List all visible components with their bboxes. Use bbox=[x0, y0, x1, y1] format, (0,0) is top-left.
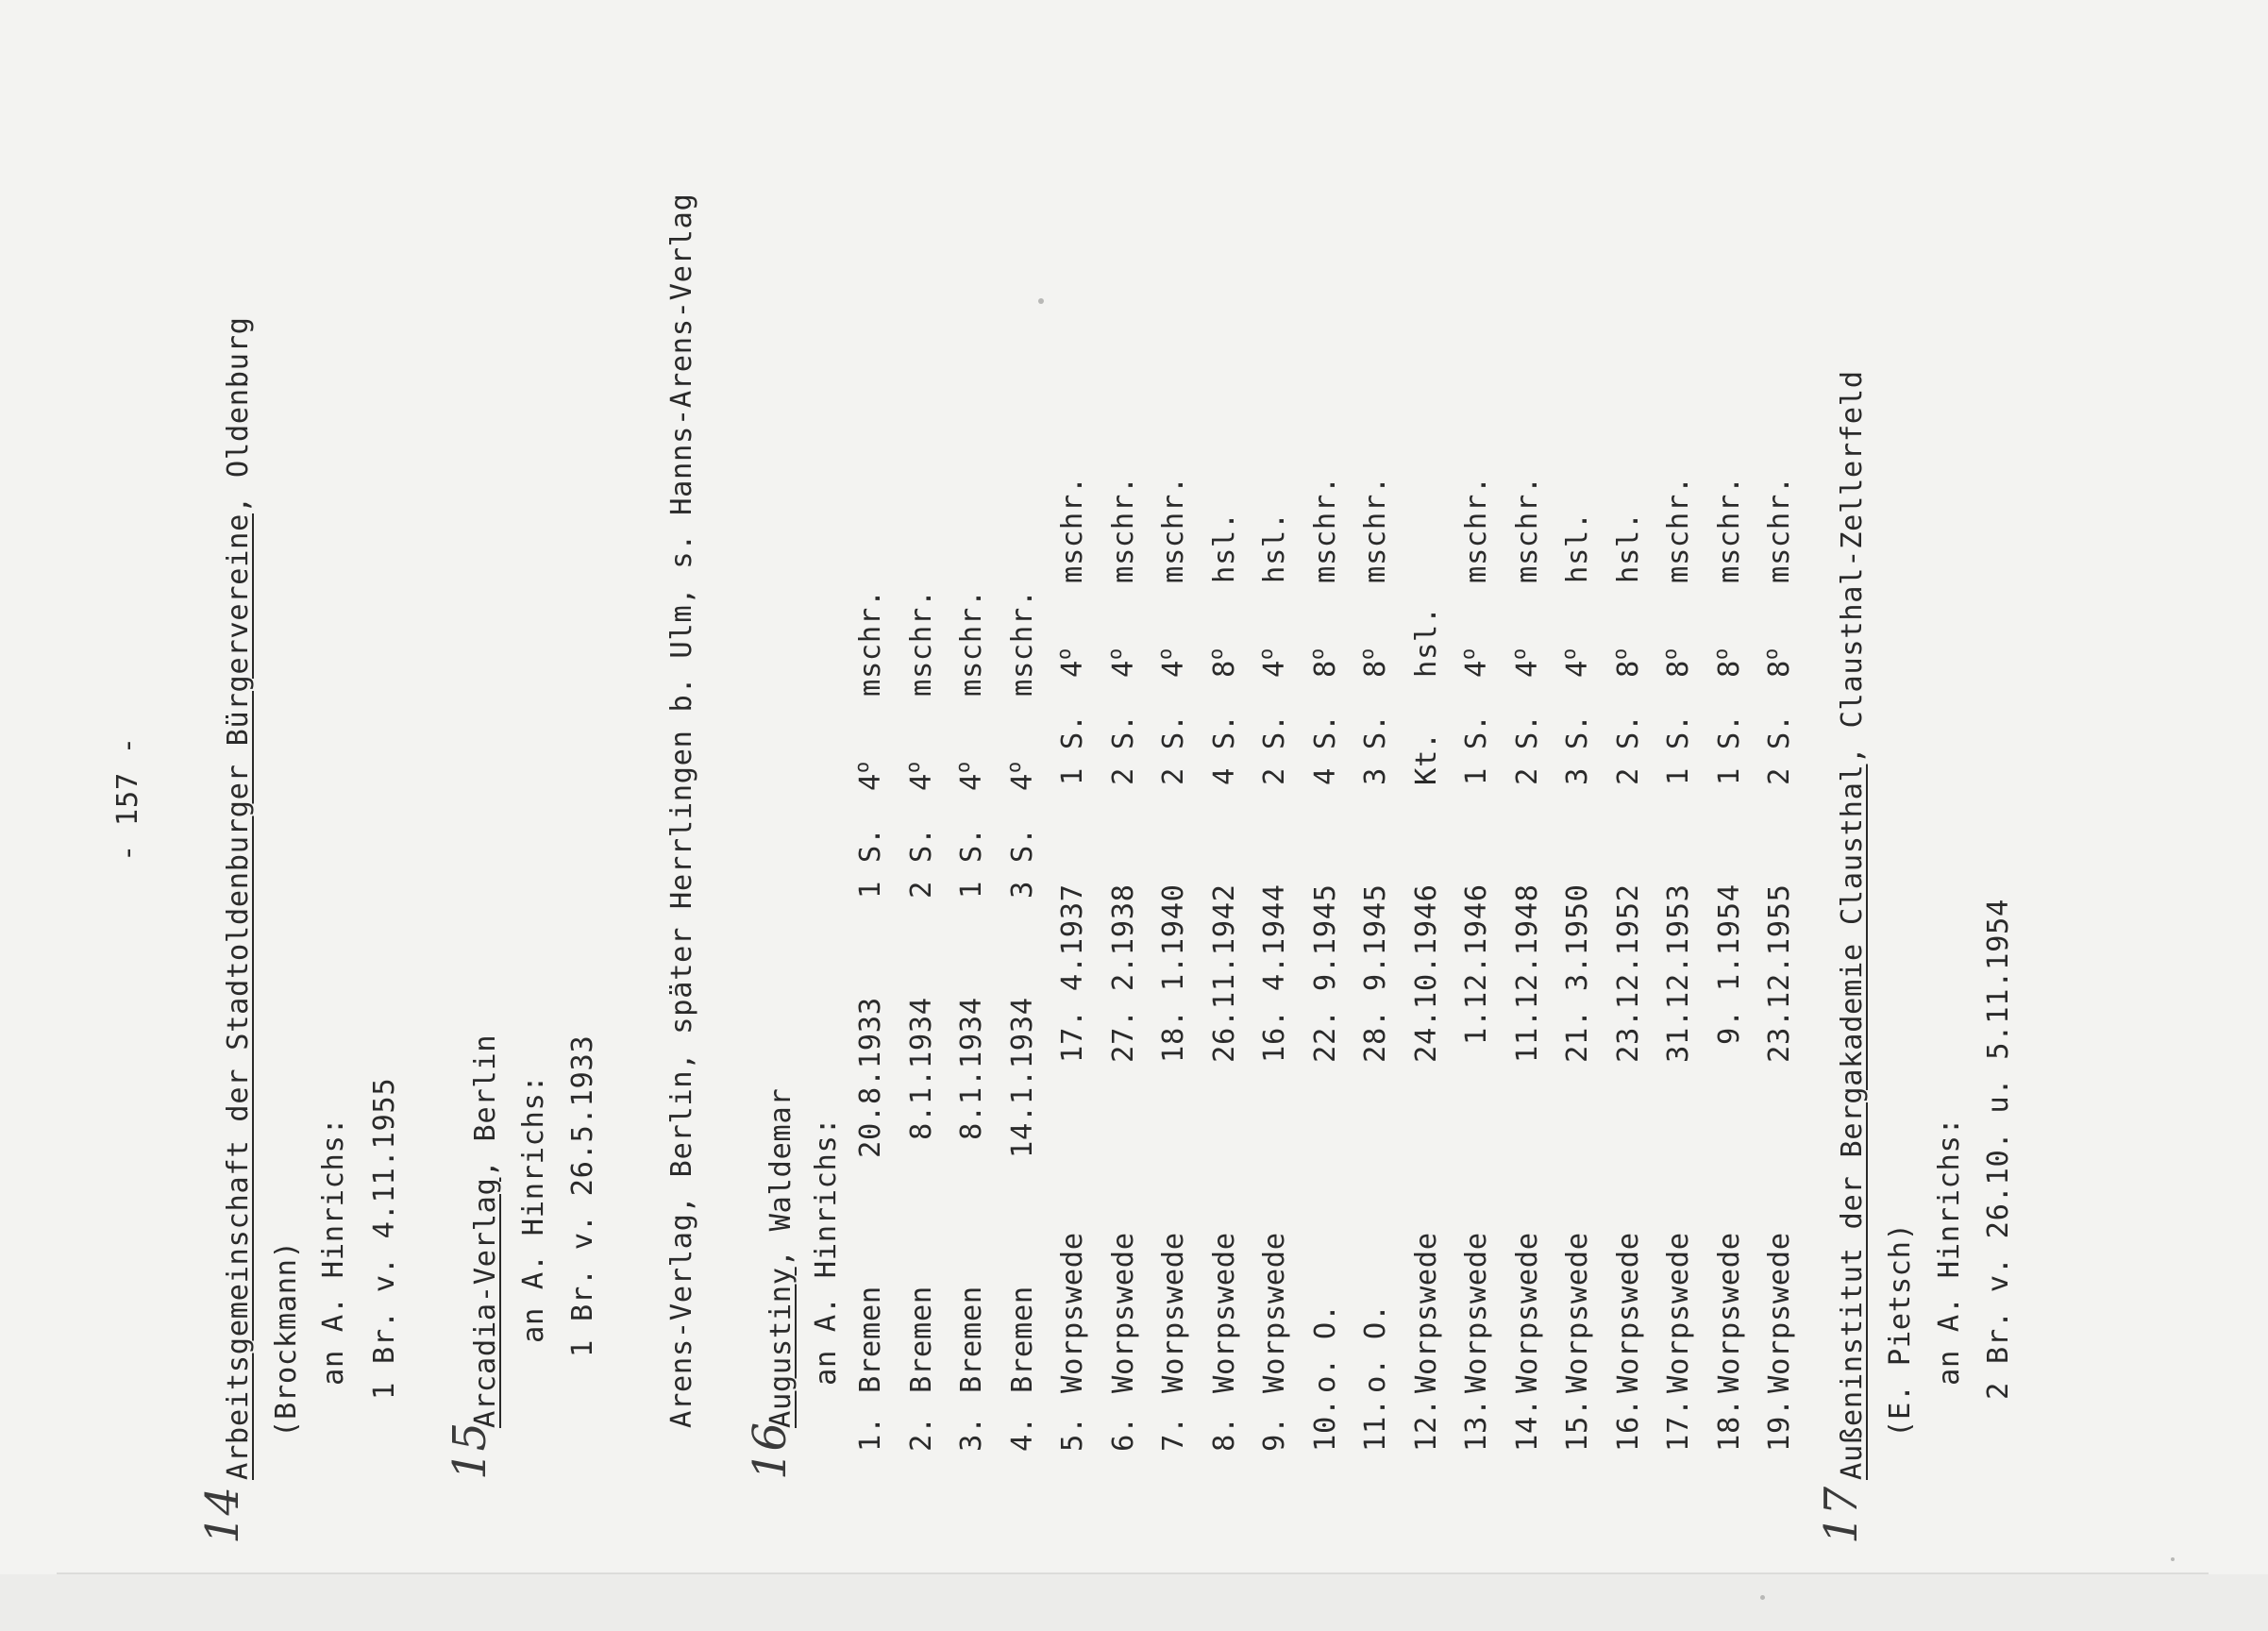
format-number: 8 bbox=[1207, 660, 1241, 678]
entry-17-subline: (E. Pietsch) bbox=[1884, 1222, 1917, 1438]
entry-16-recipient: an A. Hinrichs: bbox=[810, 1117, 843, 1386]
row-format bbox=[1102, 647, 1143, 678]
row-format bbox=[1658, 647, 1698, 678]
degree-mark: o bbox=[1102, 647, 1126, 661]
row-pages: 3 S. bbox=[1561, 714, 1594, 785]
format-number: 4 bbox=[1056, 660, 1089, 678]
row-number: 15. bbox=[1561, 1398, 1594, 1452]
row-type: mschr. bbox=[1056, 476, 1089, 583]
row-type: mschr. bbox=[1359, 476, 1392, 583]
row-date: 22. 9.1945 bbox=[1308, 883, 1342, 1063]
row-format bbox=[850, 761, 890, 791]
row-pages: 2 S. bbox=[1157, 714, 1190, 785]
degree-mark: o bbox=[1355, 647, 1378, 661]
format-number: 4 bbox=[1106, 660, 1140, 678]
row-number: 2. bbox=[904, 1416, 938, 1452]
row-place: Bremen bbox=[904, 1286, 938, 1393]
entry-17-name: Außeninstitut der Bergakademie Clausthal bbox=[1836, 764, 1869, 1480]
row-pages: 1 S. bbox=[1056, 714, 1089, 785]
row-place: Worpswede bbox=[1611, 1232, 1645, 1393]
row-number: 18. bbox=[1712, 1398, 1746, 1452]
row-type: mschr. bbox=[1662, 476, 1695, 583]
row-pages: 1 S. bbox=[854, 827, 887, 899]
degree-mark: o bbox=[1052, 647, 1075, 661]
degree-mark: o bbox=[1506, 647, 1530, 661]
row-place: o. O. bbox=[1359, 1303, 1392, 1393]
degree-mark: o bbox=[951, 761, 974, 774]
row-place: Worpswede bbox=[1207, 1232, 1241, 1393]
row-number: 13. bbox=[1460, 1398, 1493, 1452]
entry-15-place: , Berlin bbox=[469, 1034, 502, 1178]
row-type: mschr. bbox=[1157, 476, 1190, 583]
format-number: 4 bbox=[1157, 660, 1190, 678]
entry-14-place: , Oldenburg bbox=[222, 316, 255, 514]
format-number: 8 bbox=[1359, 660, 1392, 678]
degree-mark: o bbox=[1001, 761, 1025, 774]
row-number: 6. bbox=[1106, 1416, 1140, 1452]
row-type: hsl. bbox=[1258, 512, 1291, 583]
entry-17-recipient: an A. Hinrichs: bbox=[1933, 1117, 1966, 1386]
row-format bbox=[1759, 647, 1799, 678]
entry-14-recipient: an A. Hinrichs: bbox=[317, 1117, 350, 1386]
row-number: 17. bbox=[1662, 1398, 1695, 1452]
row-format bbox=[1708, 647, 1749, 678]
row-date: 28. 9.1945 bbox=[1359, 883, 1392, 1063]
row-place: Worpswede bbox=[1409, 1232, 1443, 1393]
row-place: Worpswede bbox=[1662, 1232, 1695, 1393]
row-place: Worpswede bbox=[1510, 1232, 1544, 1393]
row-number: 14. bbox=[1510, 1398, 1544, 1452]
row-format bbox=[1254, 647, 1294, 678]
row-pages: 1 S. bbox=[955, 827, 988, 899]
row-pages: 1 S. bbox=[1662, 714, 1695, 785]
row-place: Worpswede bbox=[1561, 1232, 1594, 1393]
entry-15-recipient: an A. Hinrichs: bbox=[517, 1074, 550, 1343]
row-pages: 4 S. bbox=[1308, 714, 1342, 785]
format-number: 4 bbox=[904, 773, 938, 791]
entry-15-letters: 1 Br. v. 26.5.1933 bbox=[566, 1034, 599, 1357]
row-format bbox=[1052, 647, 1092, 678]
row-date: 31.12.1953 bbox=[1662, 883, 1695, 1063]
row-format bbox=[1001, 761, 1042, 791]
format-number: 4 bbox=[854, 773, 887, 791]
row-pages: 3 S. bbox=[1005, 827, 1039, 899]
row-type: hsl. bbox=[1207, 512, 1241, 583]
row-pages: 3 S. bbox=[1359, 714, 1392, 785]
format-number: 8 bbox=[1763, 660, 1796, 678]
format-number: 4 bbox=[1510, 660, 1544, 678]
row-type: mschr. bbox=[1510, 476, 1544, 583]
degree-mark: o bbox=[900, 761, 924, 774]
entry-15-name: Arcadia-Verlag bbox=[469, 1177, 502, 1428]
handwritten-marker-14: 14 bbox=[196, 1486, 249, 1544]
row-format bbox=[1506, 647, 1547, 678]
handwritten-marker-16: 16 bbox=[744, 1421, 797, 1480]
format-number: 8 bbox=[1662, 660, 1695, 678]
row-date: 8.1.1934 bbox=[955, 997, 988, 1140]
row-date: 24.10.1946 bbox=[1409, 883, 1443, 1063]
row-format bbox=[951, 761, 991, 791]
row-date: 17. 4.1937 bbox=[1056, 883, 1089, 1063]
row-type: mschr. bbox=[1763, 476, 1796, 583]
row-place: Worpswede bbox=[1056, 1232, 1089, 1393]
row-date: 9. 1.1954 bbox=[1712, 883, 1746, 1045]
row-number: 16. bbox=[1611, 1398, 1645, 1452]
row-type: mschr. bbox=[1106, 476, 1140, 583]
degree-mark: o bbox=[1203, 647, 1227, 661]
row-place: Worpswede bbox=[1106, 1232, 1140, 1393]
row-pages: 2 S. bbox=[1510, 714, 1544, 785]
format-number: 4 bbox=[955, 773, 988, 791]
row-format bbox=[1355, 647, 1395, 678]
row-date: 16. 4.1944 bbox=[1258, 883, 1291, 1063]
row-date: 18. 1.1940 bbox=[1157, 883, 1190, 1063]
degree-mark: o bbox=[1304, 647, 1328, 661]
row-place: Bremen bbox=[854, 1286, 887, 1393]
row-date: 20.8.1933 bbox=[854, 997, 887, 1158]
row-pages: 4 S. bbox=[1207, 714, 1241, 785]
row-format bbox=[1456, 647, 1496, 678]
format-number: 4 bbox=[1561, 660, 1594, 678]
entry-14-name: Arbeitsgemeinschaft der Stadtoldenburger Bürgervereine bbox=[222, 513, 255, 1480]
format-number: 8 bbox=[1308, 660, 1342, 678]
row-number: 4. bbox=[1005, 1416, 1039, 1452]
handwritten-marker-17: 17 bbox=[1815, 1486, 1868, 1544]
handwritten-marker-15: 15 bbox=[444, 1421, 496, 1480]
row-date: 14.1.1934 bbox=[1005, 997, 1039, 1158]
entry-17-letters: 2 Br. v. 26.10. u. 5.11.1954 bbox=[1982, 899, 2015, 1400]
row-date: 26.11.1942 bbox=[1207, 883, 1241, 1063]
degree-mark: o bbox=[850, 761, 873, 774]
row-type: hsl. bbox=[1561, 512, 1594, 583]
row-date: 1.12.1946 bbox=[1460, 883, 1493, 1045]
row-number: 12. bbox=[1409, 1398, 1443, 1452]
row-number: 11. bbox=[1359, 1398, 1392, 1452]
row-type: mschr. bbox=[904, 589, 938, 697]
row-pages: Kt. bbox=[1409, 731, 1443, 785]
row-pages: 2 S. bbox=[904, 827, 938, 899]
row-type: mschr. bbox=[1005, 589, 1039, 697]
degree-mark: o bbox=[1456, 647, 1479, 661]
entry-14-heading bbox=[222, 316, 256, 1480]
row-date: 8.1.1934 bbox=[904, 997, 938, 1140]
degree-mark: o bbox=[1254, 647, 1277, 661]
cross-reference: Arens-Verlag, Berlin, später Herrlingen b. Ulm, s. Hanns-Arens-Verlag bbox=[665, 193, 698, 1428]
row-type: hsl. bbox=[1409, 606, 1443, 678]
entry-16-name: Augustiny bbox=[764, 1267, 798, 1428]
format-number: 4 bbox=[1258, 660, 1291, 678]
row-place: o. O. bbox=[1308, 1303, 1342, 1393]
format-number: 8 bbox=[1712, 660, 1746, 678]
row-number: 10. bbox=[1308, 1398, 1342, 1452]
row-pages: 2 S. bbox=[1258, 714, 1291, 785]
row-pages: 2 S. bbox=[1763, 714, 1796, 785]
entry-14-letters: 1 Br. v. 4.11.1955 bbox=[368, 1077, 401, 1400]
row-format bbox=[1557, 647, 1597, 678]
row-place: Bremen bbox=[1005, 1286, 1039, 1393]
format-number: 4 bbox=[1460, 660, 1493, 678]
row-number: 9. bbox=[1258, 1416, 1291, 1452]
degree-mark: o bbox=[1557, 647, 1580, 661]
row-type: mschr. bbox=[955, 589, 988, 697]
entry-14-subline: (Brockmann) bbox=[270, 1240, 303, 1438]
row-place: Worpswede bbox=[1712, 1232, 1746, 1393]
row-type: mschr. bbox=[1308, 476, 1342, 583]
row-date: 21. 3.1950 bbox=[1561, 883, 1594, 1063]
row-type: mschr. bbox=[1460, 476, 1493, 583]
row-number: 5. bbox=[1056, 1416, 1089, 1452]
row-date: 23.12.1955 bbox=[1763, 883, 1796, 1063]
row-pages: 1 S. bbox=[1712, 714, 1746, 785]
row-type: mschr. bbox=[1712, 476, 1746, 583]
row-place: Worpswede bbox=[1258, 1232, 1291, 1393]
row-date: 11.12.1948 bbox=[1510, 883, 1544, 1063]
row-format bbox=[900, 761, 941, 791]
row-number: 1. bbox=[854, 1416, 887, 1452]
row-date: 23.12.1952 bbox=[1611, 883, 1645, 1063]
row-number: 3. bbox=[955, 1416, 988, 1452]
page-number: - 157 - bbox=[111, 736, 144, 862]
row-place: Worpswede bbox=[1763, 1232, 1796, 1393]
row-format bbox=[1304, 647, 1345, 678]
entry-15-heading bbox=[469, 1034, 503, 1428]
row-pages: 2 S. bbox=[1106, 714, 1140, 785]
entry-16-heading bbox=[764, 1088, 798, 1428]
degree-mark: o bbox=[1658, 647, 1681, 661]
row-pages: 1 S. bbox=[1460, 714, 1493, 785]
degree-mark: o bbox=[1607, 647, 1631, 661]
degree-mark: o bbox=[1708, 647, 1732, 661]
degree-mark: o bbox=[1759, 647, 1782, 661]
row-format bbox=[1607, 647, 1648, 678]
row-type: hsl. bbox=[1611, 512, 1645, 583]
degree-mark: o bbox=[1153, 647, 1176, 661]
row-type: mschr. bbox=[854, 589, 887, 697]
entry-16-firstname: , Waldemar bbox=[764, 1087, 798, 1268]
row-pages: 2 S. bbox=[1611, 714, 1645, 785]
row-number: 7. bbox=[1157, 1416, 1190, 1452]
row-number: 19. bbox=[1763, 1398, 1796, 1452]
entry-17-heading bbox=[1836, 370, 1870, 1480]
entry-17-place: , Clausthal-Zellerfeld bbox=[1836, 370, 1869, 765]
row-number: 8. bbox=[1207, 1416, 1241, 1452]
row-place: Worpswede bbox=[1157, 1232, 1190, 1393]
row-format bbox=[1153, 647, 1193, 678]
format-number: 8 bbox=[1611, 660, 1645, 678]
row-format bbox=[1203, 647, 1244, 678]
row-place: Worpswede bbox=[1460, 1232, 1493, 1393]
row-place: Bremen bbox=[955, 1286, 988, 1393]
format-number: 4 bbox=[1005, 773, 1039, 791]
row-date: 27. 2.1938 bbox=[1106, 883, 1140, 1063]
